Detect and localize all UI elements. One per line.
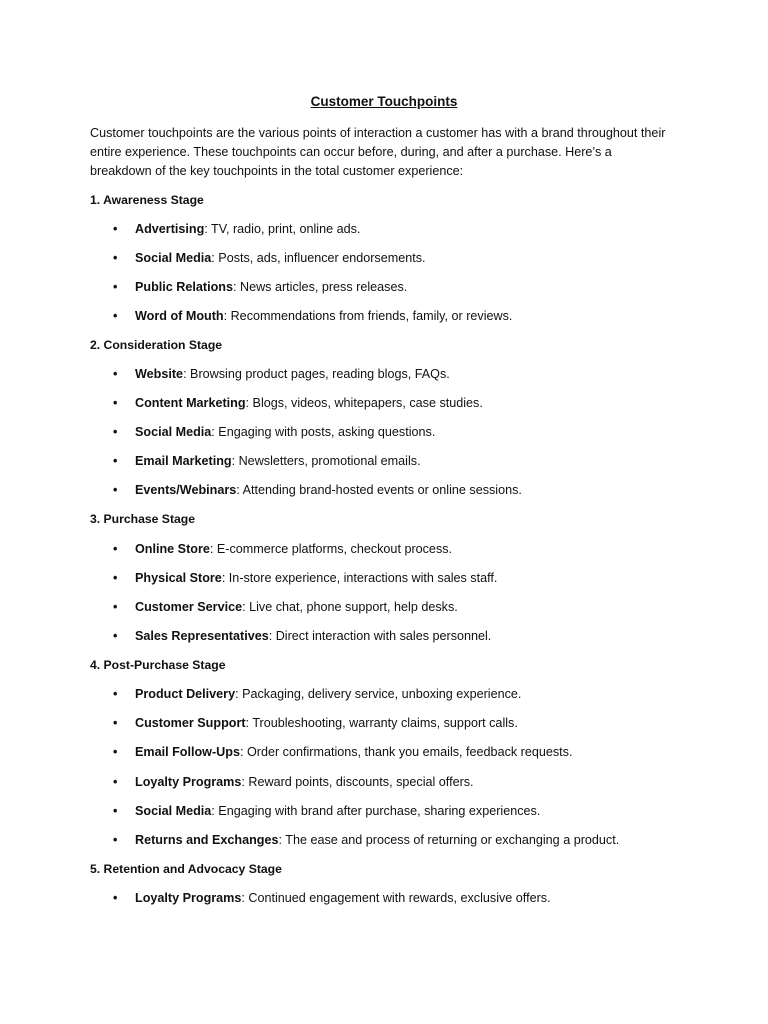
item-description: : Order confirmations, thank you emails, feedback requests.	[239, 745, 573, 759]
item-term: Social Media	[135, 425, 212, 439]
section-heading: 1. Awareness Stage	[90, 193, 204, 207]
bullet-icon: •	[113, 425, 118, 439]
bullet-icon: •	[113, 804, 118, 818]
item-term: Sales Representatives	[135, 629, 269, 643]
item-description: : E-commerce platforms, checkout process.	[209, 542, 453, 556]
item-term: Physical Store	[135, 571, 222, 585]
item-term: Public Relations	[135, 280, 233, 294]
item-description: : Engaging with brand after purchase, sharing experiences.	[211, 804, 541, 818]
section-heading: 3. Purchase Stage	[90, 512, 195, 526]
item-description: : Reward points, discounts, special offers.	[241, 775, 474, 789]
item-term: Events/Webinars	[135, 483, 237, 497]
item-description: : Troubleshooting, warranty claims, support calls.	[245, 716, 518, 730]
item-term: Product Delivery	[135, 687, 236, 701]
item-term: Returns and Exchanges	[135, 833, 279, 847]
bullet-icon: •	[113, 571, 118, 585]
bullet-icon: •	[113, 687, 118, 701]
section-heading: 4. Post-Purchase Stage	[90, 658, 226, 672]
item-term: Social Media	[135, 251, 212, 265]
item-description: : In-store experience, interactions with sales staff.	[221, 571, 498, 585]
bullet-icon: •	[113, 454, 118, 468]
bullet-icon: •	[113, 396, 118, 410]
item-term: Customer Support	[135, 716, 246, 730]
item-term: Online Store	[135, 542, 210, 556]
item-term: Email Follow-Ups	[135, 745, 240, 759]
item-description: : Blogs, videos, whitepapers, case studies.	[245, 396, 483, 410]
item-term: Advertising	[135, 222, 205, 236]
item-description: : Continued engagement with rewards, exclusive offers.	[241, 891, 551, 905]
bullet-icon: •	[113, 280, 118, 294]
item-description: : Packaging, delivery service, unboxing experience.	[235, 687, 522, 701]
item-description: : The ease and process of returning or exchanging a product.	[278, 833, 620, 847]
bullet-icon: •	[113, 542, 118, 556]
item-term: Content Marketing	[135, 396, 246, 410]
bullet-icon: •	[113, 629, 118, 643]
intro-paragraph: Customer touchpoints are the various points of interaction a customer has with a brand throughout their entire experience. These touchpoints can occur before, during, and after a purchase. Here’s a breakdown of the key touchpoints in the total customer experience:	[90, 126, 666, 178]
item-term: Loyalty Programs	[135, 775, 242, 789]
item-description: : Direct interaction with sales personnel.	[268, 629, 492, 643]
bullet-icon: •	[113, 251, 118, 265]
item-description: : Newsletters, promotional emails.	[231, 454, 421, 468]
bullet-icon: •	[113, 775, 118, 789]
item-term: Social Media	[135, 804, 212, 818]
bullet-icon: •	[113, 833, 118, 847]
item-description: : Engaging with posts, asking questions.	[211, 425, 436, 439]
bullet-icon: •	[113, 600, 118, 614]
section-heading: 2. Consideration Stage	[90, 338, 223, 352]
item-term: Word of Mouth	[135, 309, 224, 323]
item-description: : Live chat, phone support, help desks.	[242, 600, 458, 614]
document-title: Customer Touchpoints	[310, 94, 458, 109]
bullet-icon: •	[113, 745, 118, 759]
bullet-icon: •	[113, 367, 118, 381]
item-term: Website	[135, 367, 184, 381]
bullet-icon: •	[113, 222, 118, 236]
bullet-icon: •	[113, 716, 118, 730]
section-heading: 5. Retention and Advocacy Stage	[90, 862, 282, 876]
bullet-icon: •	[113, 309, 118, 323]
item-term: Customer Service	[135, 600, 243, 614]
bullet-icon: •	[113, 891, 118, 905]
item-description: : TV, radio, print, online ads.	[204, 222, 361, 236]
item-term: Email Marketing	[135, 454, 232, 468]
item-term: Loyalty Programs	[135, 891, 242, 905]
bullet-icon: •	[113, 483, 118, 497]
item-description: : Posts, ads, influencer endorsements.	[211, 251, 426, 265]
item-description: : Recommendations from friends, family, or reviews.	[223, 309, 513, 323]
item-description: : Browsing product pages, reading blogs, FAQs.	[183, 367, 450, 381]
item-description: : News articles, press releases.	[232, 280, 408, 294]
item-description: : Attending brand-hosted events or online sessions.	[236, 483, 522, 497]
